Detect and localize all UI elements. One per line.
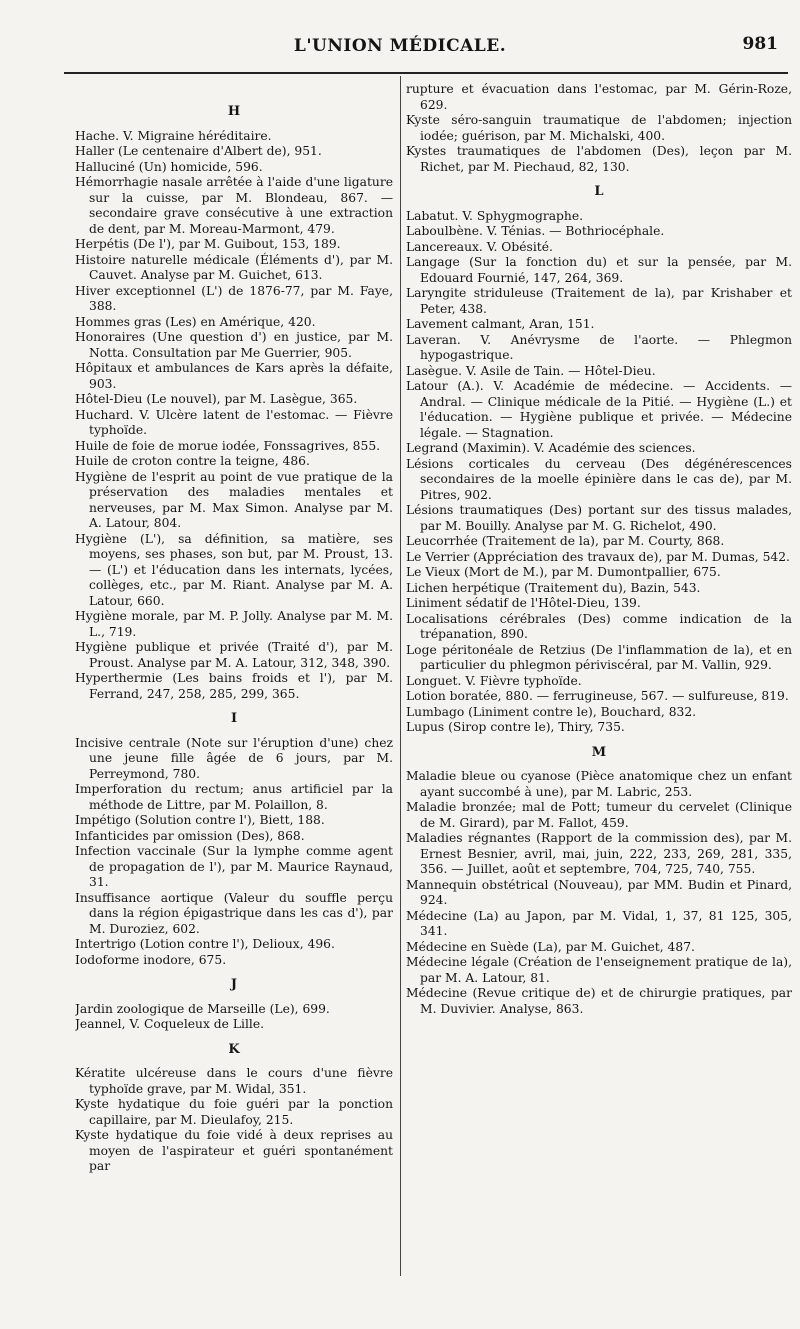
index-entry: Lavement calmant, Aran, 151. [406,317,595,331]
index-entry: Lupus (Sirop contre le), Thiry, 735. [406,720,625,734]
index-entry: Localisations cérébrales (Des) comme indication de la trépanation, 890. [406,611,792,641]
index-entry: Huile de foie de morue iodée, Fonssagrives, 855. [75,438,381,453]
index-entry: Infection vaccinale (Sur la lymphe comme agent de propagation de l'), par M. Maurice Raynaud, 31. [75,844,393,889]
index-entry: Lésions corticales du cerveau (Des dégénérescences secondaires de la moelle épinière dans le cas de), par M. Pitres, 902. [406,456,792,502]
index-entry: Honoraires (Une question d') en justice, par M. Notta. Consultation par Me Guerrier, 905. [75,330,393,360]
index-entry: Le Vieux (Mort de M.), par M. Dumontpallier, 675. [406,565,721,579]
index-entry: Maladie bronzée; mal de Pott; tumeur du cervelet (Clinique de M. Girard), par M. Fallot, 459. [406,800,792,830]
index-entry: Médecine légale (Création de l'enseignement pratique de la), par M. A. Latour, 81. [406,955,792,985]
index-entry: Hommes gras (Les) en Amérique, 420. [75,314,316,329]
index-entry: Lichen herpétique (Traitement du), Bazin, 543. [406,580,701,595]
page-number: 981 [742,34,778,54]
section-letter: M [591,744,607,760]
index-entry: Kyste hydatique du foie vidé à deux reprises au moyen de l'aspirateur et guéri spontanément par [75,1128,393,1173]
index-entry: Hyperthermie (Les bains froids et l'), par M. Ferrand, 247, 258, 285, 299, 365. [75,671,393,701]
index-entry: Haller (Le centenaire d'Albert de), 951. [75,144,322,158]
continued-entries [406,82,792,175]
index-entry: Hache. V. Migraine héréditaire. [75,128,272,143]
index-entry: Lancereaux. V. Obésité. [406,239,553,254]
index-entry: Langage (Sur la fonction du) et sur la pensée, par M. Edouard Fournié, 147, 264, 369. [406,255,792,285]
index-entry: Hiver exceptionnel (L') de 1876-77, par M. Faye, 388. [75,283,393,313]
index-entry: Imperforation du rectum; anus artificiel par la méthode de Littre, par M. Polaillon, 8. [75,782,393,812]
index-entry: Huile de croton contre la teigne, 486. [75,454,310,468]
index-entry: Hémorrhagie nasale arrêtée à l'aide d'une ligature sur la cuisse, par M. Blondeau, 867. — secondaire grave consécutive à une extraction de dent, par M. Moreau-Marmont, 479. [75,175,393,236]
index-entry: Incisive centrale (Note sur l'éruption d'une) chez une jeune fille âgée de 6 jours, par M. Perreymond, 780. [75,735,393,781]
index-entry: Laboulbène. V. Ténias. — Bothriocéphale. [406,224,665,238]
index-entry: Liniment sédatif de l'Hôtel-Dieu, 139. [406,596,641,610]
index-entry: Kyste séro-sanguin traumatique de l'abdomen; injection iodée; guérison, par M. Michalski, 400. [406,113,792,143]
index-entry: Leucorrhée (Traitement de la), par M. Courty, 868. [406,534,725,548]
index-entry: Hygiène (L'), sa définition, sa matière, ses moyens, ses phases, son but, par M. Proust, 13. — (L') et l'éducation dans les internats, lycées, collèges, etc., par M. Riant. Analyse par M. A. Latour, 660. [75,531,393,608]
index-entry: Médecine en Suède (La), par M. Guichet, 487. [406,939,695,954]
index-entry: Kératite ulcéreuse dans le cours d'une fièvre typhoïde grave, par M. Widal, 351. [75,1066,393,1096]
index-entry: Lumbago (Liniment contre le), Bouchard, 832. [406,704,697,719]
index-entry: Halluciné (Un) homicide, 596. [75,159,263,174]
index-entry: Kystes traumatiques de l'abdomen (Des), leçon par M. Richet, par M. Piechaud, 82, 130. [406,144,792,174]
index-entry: Hygiène de l'esprit au point de vue pratique de la préservation des maladies mentales et nerveuses, par M. Max Simon. Analyse par M. A. Latour, 804. [75,469,393,530]
index-entry: Jardin zoologique de Marseille (Le), 699. [75,1001,330,1016]
index-entry: Infanticides par omission (Des), 868. [75,828,305,843]
index-entry: Maladie bleue ou cyanose (Pièce anatomique chez un enfant ayant succombé à une), par M. Labric, 253. [406,769,792,799]
index-entry: Jeannel, V. Coqueleux de Lille. [75,1017,265,1031]
index-entry: Labatut. V. Sphygmographe. [406,208,584,223]
index-entry: Herpétis (De l'), par M. Guibout, 153, 189. [75,237,341,251]
index-entry: Huchard. V. Ulcère latent de l'estomac. — Fièvre typhoïde. [75,407,393,437]
right-column [406,82,792,1322]
index-entry: Maladies régnantes (Rapport de la commission des), par M. Ernest Besnier, avril, mai, juin, 222, 233, 269, 281, 335, 356. — Juillet, août et septembre, 704, 725, 740, 755. [406,831,792,876]
index-entry: Lésions traumatiques (Des) portant sur des tissus malades, par M. Bouilly. Analyse par M. G. Richelot, 490. [406,503,792,533]
index-entry: Longuet. V. Fièvre typhoïde. [406,673,582,688]
index-entry: Mannequin obstétrical (Nouveau), par MM. Budin et Pinard, 924. [406,877,792,907]
index-entry: Laryngite striduleuse (Traitement de la), par Krishaber et Peter, 438. [406,286,792,316]
column-divider [400,76,401,1276]
index-entry: Hôpitaux et ambulances de Kars après la défaite, 903. [75,361,393,391]
index-entry: Insuffisance aortique (Valeur du souffle perçu dans la région épigastrique dans les cas d'), par M. Duroziez, 602. [75,890,393,936]
index-entry: Médecine (La) au Japon, par M. Vidal, 1, 37, 81 125, 305, 341. [406,908,792,938]
index-entry: Hôtel-Dieu (Le nouvel), par M. Lasègue, 365. [75,392,358,406]
section-letter: K [228,1041,240,1057]
index-entry: Hygiène publique et privée (Traité d'), par M. Proust. Analyse par M. A. Latour, 312, 348, 390. [75,640,393,670]
index-entry: Histoire naturelle médicale (Éléments d'), par M. Cauvet. Analyse par M. Guichet, 613. [75,252,393,282]
index-entry: Iodoforme inodore, 675. [75,952,227,967]
index-entry: Loge péritonéale de Retzius (De l'inflammation de la), et en particulier du phlegmon périviscéral, par M. Vallin, 929. [406,642,792,672]
index-entry: Impétigo (Solution contre l'), Biett, 188. [75,813,325,827]
page-header [0,0,800,74]
index-entry: Legrand (Maximin). V. Académie des sciences. [406,441,696,455]
section-letter: J [230,977,238,992]
section-letter: H [227,104,241,119]
index-entry: Hygiène morale, par M. P. Jolly. Analyse par M. M. L., 719. [75,609,393,639]
index-entry: Médecine (Revue critique de) et de chirurgie pratiques, par M. Duvivier. Analyse, 863. [406,986,792,1016]
running-title: L'UNION MÉDICALE. [293,36,507,56]
section-letter: L [594,184,604,199]
index-entry: Le Verrier (Appréciation des travaux de), par M. Dumas, 542. [406,549,790,564]
index-entry: Latour (A.). V. Académie de médecine. — Accidents. — Andral. — Clinique médicale de la Pitié. — Hygiène (L.) et l'éducation. — Hygiène publique et privée. — Médecine légale. — Stagnation. [406,379,792,440]
section-letter: I [230,711,238,726]
left-column [75,82,393,1322]
index-entry: Kyste hydatique du foie guéri par la ponction capillaire, par M. Dieulafoy, 215. [75,1097,393,1127]
index-entry: Lasègue. V. Asile de Tain. — Hôtel-Dieu. [406,363,656,378]
index-entry: Intertrigo (Lotion contre l'), Delioux, 496. [75,937,335,951]
index-entry: Laveran. V. Anévrysme de l'aorte. — Phlegmon hypogastrique. [406,332,792,362]
header-rule [64,72,788,74]
index-entry: Lotion boratée, 880. — ferrugineuse, 567. — sulfureuse, 819. [406,689,789,703]
index-entry: rupture et évacuation dans l'estomac, par M. Gérin-Roze, 629. [406,82,792,112]
